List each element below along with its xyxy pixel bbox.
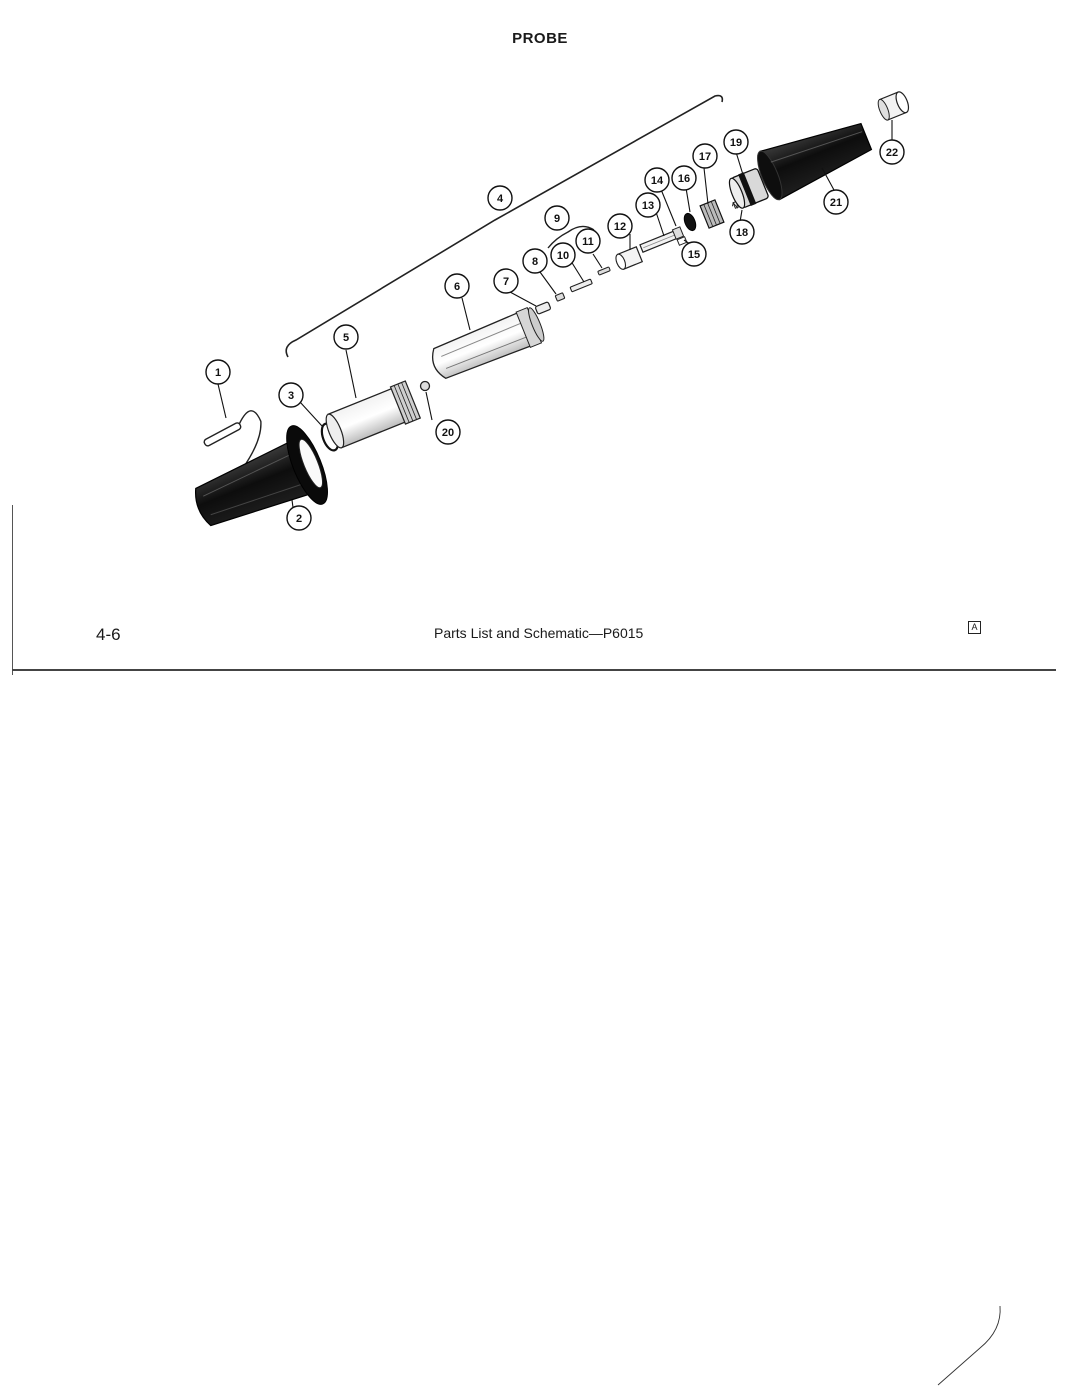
svg-text:2: 2 (295, 513, 303, 525)
svg-text:8: 8 (531, 256, 539, 268)
page-frame-bottom (12, 669, 1056, 671)
callout-1 (206, 360, 230, 384)
pin-part-8 (555, 293, 565, 302)
footer-caption: Parts List and Schematic—P6015 (434, 625, 644, 641)
callout-2 (287, 506, 311, 530)
svg-text:15: 15 (687, 249, 701, 261)
svg-text:20: 20 (441, 427, 455, 439)
callout-4 (488, 186, 512, 210)
pin-part-10 (570, 279, 592, 292)
sleeve-part (322, 381, 420, 452)
svg-text:9: 9 (553, 213, 561, 225)
body-tube-part (427, 305, 547, 383)
ring-part-16 (682, 212, 698, 232)
svg-text:21: 21 (829, 197, 843, 209)
threaded-collar-part (700, 200, 724, 228)
pin-part-11 (598, 267, 611, 275)
svg-text:6: 6 (453, 281, 461, 293)
svg-text:5: 5 (342, 332, 350, 344)
svg-text:1: 1 (214, 367, 222, 379)
callout-20 (436, 420, 460, 444)
svg-text:3: 3 (287, 390, 295, 402)
svg-text:14: 14 (650, 175, 664, 187)
callout-18 (730, 220, 754, 244)
svg-text:13: 13 (641, 200, 655, 212)
callout-3 (279, 383, 303, 407)
svg-text:19: 19 (729, 137, 743, 149)
assembly-bracket (286, 96, 722, 357)
strain-relief-boot-part (753, 112, 876, 202)
callout-5 (334, 325, 358, 349)
callout-14 (645, 168, 669, 192)
callout-9 (545, 206, 569, 230)
page-frame-left (12, 505, 13, 675)
callout-12 (608, 214, 632, 238)
scan-mark (938, 1306, 1000, 1385)
page-number: 4-6 (96, 625, 121, 644)
callout-8 (523, 249, 547, 273)
callout-6 (445, 274, 469, 298)
svg-text:17: 17 (698, 151, 712, 163)
svg-text:7: 7 (502, 276, 510, 288)
svg-text:22: 22 (885, 147, 899, 159)
callout-10 (551, 243, 575, 267)
revision-mark: A (968, 621, 981, 634)
callout-17 (693, 144, 717, 168)
callout-15 (682, 242, 706, 266)
pin-part-7 (535, 302, 551, 315)
svg-text:10: 10 (556, 250, 570, 262)
callout-7 (494, 269, 518, 293)
callout-19 (724, 130, 748, 154)
nut-part (421, 382, 430, 391)
callout-11 (576, 229, 600, 253)
svg-text:16: 16 (677, 173, 691, 185)
callout-16 (672, 166, 696, 190)
end-cap-part (876, 90, 911, 121)
callout-13 (636, 193, 660, 217)
svg-text:12: 12 (613, 221, 627, 233)
svg-text:11: 11 (582, 236, 594, 248)
page-title: PROBE (512, 30, 568, 47)
callout-21 (824, 190, 848, 214)
callout-22 (880, 140, 904, 164)
coupling-part (614, 247, 642, 271)
svg-text:18: 18 (735, 227, 749, 239)
svg-text:4: 4 (496, 193, 504, 205)
